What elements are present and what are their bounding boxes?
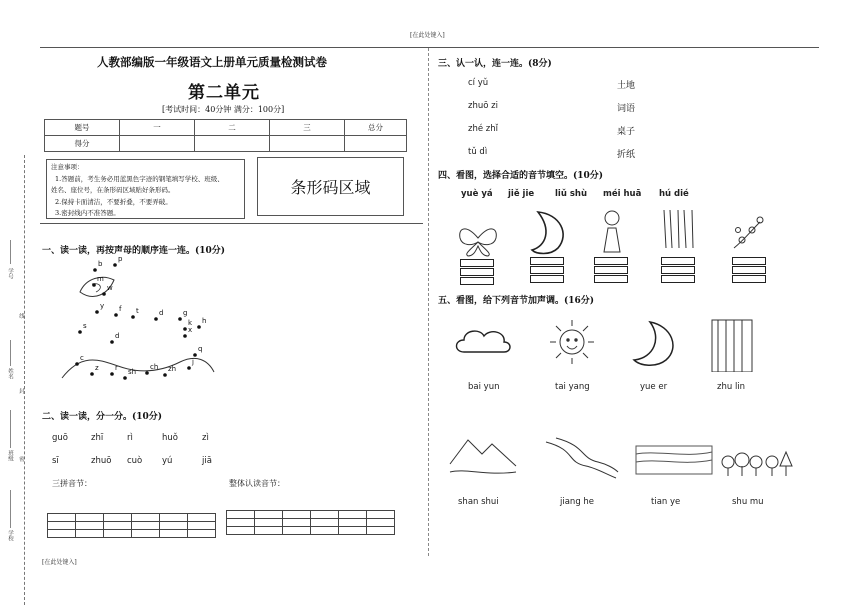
- option-syllable: liǔ shù: [555, 189, 587, 199]
- bamboo-forest-icon: [712, 320, 752, 372]
- tone-syllable: shan shui: [458, 497, 499, 507]
- side-label-feng: 封: [18, 388, 24, 394]
- connect-dot[interactable]: [183, 334, 187, 338]
- connect-dot[interactable]: [95, 310, 99, 314]
- section4-pictures: [440, 200, 800, 260]
- trees-icon: [722, 452, 792, 476]
- syllable: cuò: [127, 456, 143, 466]
- score-col-1: 一: [120, 120, 195, 136]
- option-syllable: yuè yá: [461, 189, 493, 199]
- connect-dot[interactable]: [197, 325, 201, 329]
- chinese-word: 折纸: [617, 150, 636, 160]
- willow-tree-icon: [664, 210, 693, 248]
- crescent-moon-icon: [634, 322, 673, 365]
- score-row-label: 得分: [45, 136, 120, 152]
- field-icon: [636, 446, 712, 474]
- connect-dot[interactable]: [78, 330, 82, 334]
- exam-info: [考试时间：40分钟 满分：100分]: [162, 105, 285, 114]
- section1-title: 一、读一读，再按声母的顺序连一连。(10分): [42, 246, 226, 256]
- dot-letter: ch: [150, 363, 159, 371]
- notes-item: 2.保持卡面清洁，不要折叠，不要弄破。: [55, 197, 172, 206]
- dot-letter: c: [80, 354, 84, 362]
- connect-dot[interactable]: [154, 317, 158, 321]
- dot-letter: b: [98, 260, 103, 268]
- syllable: zì: [202, 433, 209, 443]
- side-label-mi: 密: [18, 456, 24, 462]
- connect-dot[interactable]: [178, 317, 182, 321]
- dot-letter: y: [100, 302, 105, 310]
- unit-title: 第二单元: [188, 83, 260, 103]
- plum-blossom-icon: [734, 217, 763, 248]
- syllable: jiā: [202, 456, 212, 466]
- connect-dot[interactable]: [163, 373, 167, 377]
- pinyin-word: zhuō zi: [468, 101, 498, 111]
- connect-dot[interactable]: [90, 372, 94, 376]
- option-syllable: méi huā: [603, 189, 642, 199]
- section3-title: 三、认一认，连一连。(8分): [438, 59, 552, 69]
- side-label-banji: 班级: [7, 450, 13, 461]
- answer-box-5[interactable]: [732, 257, 766, 284]
- tone-syllable: tian ye: [651, 497, 681, 507]
- pinyin-word: zhé zhǐ: [468, 124, 498, 134]
- side-label-xingming: 姓名: [7, 368, 13, 379]
- section5-pictures-row1: [450, 312, 760, 372]
- tone-syllable: jiang he: [560, 497, 595, 507]
- exam-title: 人教部编版一年级语文上册单元质量检测试卷: [97, 55, 327, 69]
- section2-title: 二、读一读，分一分。(10分): [42, 412, 163, 422]
- syllable: rì: [127, 433, 133, 443]
- answer-grid-sanpin[interactable]: [47, 513, 216, 538]
- label-zhengti: 整体认读音节：: [229, 479, 285, 488]
- sun-icon: [550, 320, 594, 364]
- dot-letter: d: [159, 309, 164, 317]
- connect-dot[interactable]: [123, 376, 127, 380]
- notes-item: 姓名、座位号，在条形码区域贴好条形码。: [51, 186, 175, 194]
- answer-box-4[interactable]: [661, 257, 695, 284]
- footer-placeholder[interactable]: [在此处键入]: [42, 559, 77, 566]
- connect-dot[interactable]: [187, 366, 191, 370]
- dot-letter: f: [119, 305, 122, 313]
- crescent-moon-icon: [532, 212, 563, 254]
- connect-dot[interactable]: [183, 327, 187, 331]
- connect-dot[interactable]: [92, 283, 96, 287]
- tone-syllable: shu mu: [732, 497, 764, 507]
- syllable: guō: [52, 433, 68, 443]
- dot-letter: r: [115, 364, 118, 372]
- side-label-xuexiao: 学校: [7, 530, 13, 541]
- barcode-area: 条形码区域: [257, 157, 404, 216]
- syllable: yú: [162, 456, 173, 466]
- score-col-total: 总分: [345, 120, 407, 136]
- connect-dot[interactable]: [114, 313, 118, 317]
- tone-syllable: tai yang: [555, 382, 590, 392]
- dot-letter: g: [183, 309, 188, 317]
- girl-icon: [604, 211, 620, 252]
- connect-dot[interactable]: [113, 263, 117, 267]
- tone-syllable: zhu lin: [717, 382, 746, 392]
- connect-dot[interactable]: [131, 315, 135, 319]
- label-sanpin: 三拼音节：: [52, 479, 92, 488]
- score-col-3: 三: [270, 120, 345, 136]
- option-syllable: jiě jie: [508, 189, 535, 199]
- option-syllable: hú dié: [659, 189, 689, 199]
- dots-layer: [75, 263, 201, 380]
- dot-letter: m: [97, 275, 104, 283]
- dot-letter: s: [83, 322, 87, 330]
- dot-letter: q: [198, 345, 203, 353]
- pinyin-word: tǔ dì: [468, 147, 488, 157]
- pinyin-word: cí yǔ: [468, 78, 489, 88]
- answer-box-2[interactable]: [530, 257, 564, 284]
- answer-box-1[interactable]: [460, 259, 494, 286]
- dot-letter: z: [95, 364, 99, 372]
- section5-pictures-row2: [446, 432, 806, 482]
- dot-letter: h: [202, 317, 207, 325]
- connect-dot[interactable]: [93, 268, 97, 272]
- dot-letter: k: [188, 319, 193, 327]
- section5-title: 五、看图，给下列音节加声调。(16分): [438, 296, 595, 306]
- connect-dot[interactable]: [193, 353, 197, 357]
- chinese-word: 词语: [617, 104, 636, 114]
- connect-dot[interactable]: [102, 292, 106, 296]
- score-col-label: 题号: [45, 120, 120, 136]
- side-label-xuehao: 学号: [7, 268, 13, 279]
- side-blank-3: [10, 410, 11, 448]
- connect-dot[interactable]: [110, 340, 114, 344]
- connect-dot[interactable]: [75, 362, 79, 366]
- syllable: zhī: [91, 433, 104, 443]
- syllable: huǒ: [162, 433, 178, 443]
- notes-title: 注意事项：: [51, 163, 84, 171]
- dot-letter: sh: [128, 368, 137, 376]
- river-icon: [546, 438, 618, 478]
- tone-syllable: bai yun: [468, 382, 500, 392]
- tone-syllable: yue er: [640, 382, 668, 392]
- score-col-2: 二: [195, 120, 270, 136]
- butterfly-icon: [460, 229, 497, 256]
- answer-grid-zhengti[interactable]: [226, 510, 395, 535]
- syllable: sī: [52, 456, 59, 466]
- chinese-word: 桌子: [617, 127, 636, 137]
- connect-dot[interactable]: [110, 372, 114, 376]
- dot-letter: j: [192, 358, 194, 366]
- connect-dot[interactable]: [145, 371, 149, 375]
- dot-letter: x: [188, 326, 193, 334]
- dot-letter: d: [115, 332, 120, 340]
- cloud-icon: [457, 331, 511, 352]
- dot-letter: p: [118, 255, 123, 263]
- chinese-word: 土地: [617, 81, 636, 91]
- section4-title: 四、看图，选择合适的音节填空。(10分): [438, 171, 604, 181]
- header-placeholder[interactable]: [在此处键入]: [410, 32, 445, 39]
- connect-dots-picture: [0, 0, 430, 390]
- side-blank-4: [10, 490, 11, 528]
- dot-letter: w: [107, 284, 113, 292]
- dot-letter: zh: [168, 365, 177, 373]
- syllable: zhuō: [91, 456, 112, 466]
- mountain-water-icon: [450, 440, 516, 473]
- side-label-xian: 线: [18, 313, 24, 319]
- dot-letter: t: [136, 307, 139, 315]
- notes-item: 1.答题前，考生务必用蓝黑色字迹的钢笔填写学校、班级、: [55, 174, 224, 183]
- answer-box-3[interactable]: [594, 257, 628, 284]
- notes-item: 3.密封线内不准答题。: [55, 209, 120, 217]
